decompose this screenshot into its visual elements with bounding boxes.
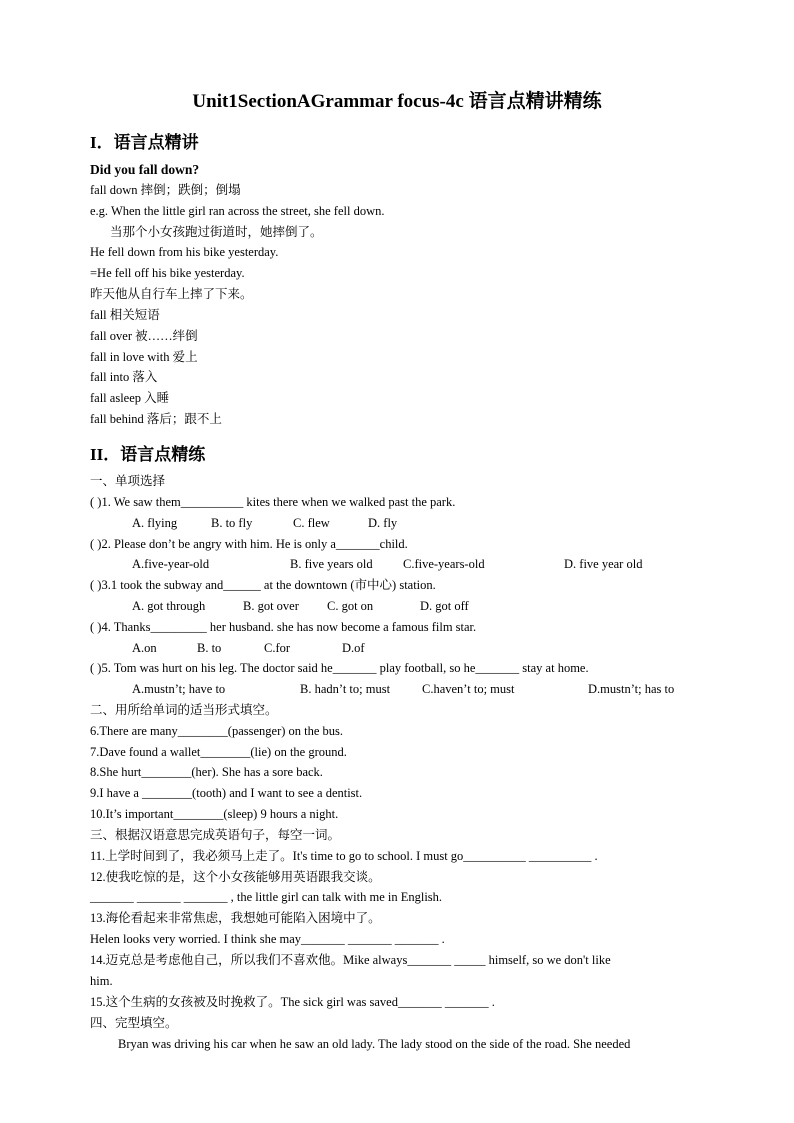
option: D. five year old bbox=[564, 557, 643, 571]
option: B. to fly bbox=[211, 516, 253, 530]
translate-question: _______ _______ _______ , the little girl can talk with me in English. bbox=[90, 890, 443, 904]
question-3: ( )3.1 took the subway and______ at the downtown (市中心) station. bbox=[90, 578, 436, 592]
question-1: ( )1. We saw them__________ kites there when we walked past the park. bbox=[90, 495, 456, 509]
fill-question: 9.I have a ________(tooth) and I want to see a dentist. bbox=[90, 786, 363, 800]
translate-question: 12.使我吃惊的是，这个小女孩能够用英语跟我交谈。 bbox=[90, 870, 381, 884]
question-2: ( )2. Please don’t be angry with him. He is only a_______child. bbox=[90, 537, 408, 551]
cloze-text: Bryan was driving his car when he saw an old lady. The lady stood on the side of the road. She needed bbox=[118, 1037, 631, 1051]
text-line: =He fell off his bike yesterday. bbox=[90, 266, 245, 280]
translate-question: him. bbox=[90, 974, 113, 988]
part-title: 三、根据汉语意思完成英语句子，每空一词。 bbox=[90, 828, 341, 842]
example-question: Did you fall down? bbox=[90, 162, 200, 177]
option: D.of bbox=[342, 641, 365, 655]
section-heading-2: II．语言点精练 bbox=[90, 445, 206, 464]
option: A.on bbox=[132, 641, 157, 655]
option: B. got over bbox=[243, 599, 299, 613]
translate-question: 13.海伦看起来非常焦虑，我想她可能陷入困境中了。 bbox=[90, 911, 381, 925]
option: B. to bbox=[197, 641, 222, 655]
option: C. got on bbox=[327, 599, 374, 613]
option: C.for bbox=[264, 641, 291, 655]
option: A.mustn’t; have to bbox=[132, 682, 226, 696]
question-4: ( )4. Thanks_________ her husband. she has now become a famous film star. bbox=[90, 620, 477, 634]
text-line: 昨天他从自行车上摔了下来。 bbox=[90, 287, 253, 301]
option: A.five-year-old bbox=[132, 557, 210, 571]
option: D. fly bbox=[368, 516, 398, 530]
fill-question: 7.Dave found a wallet________(lie) on the ground. bbox=[90, 745, 347, 759]
part-title: 二、用所给单词的适当形式填空。 bbox=[90, 703, 278, 717]
option: A. flying bbox=[132, 516, 178, 530]
option: C.five-years-old bbox=[403, 557, 485, 571]
section-heading-1: I．语言点精讲 bbox=[90, 133, 199, 152]
option: D. got off bbox=[420, 599, 469, 613]
text-line: 当那个小女孩跑过街道时，她摔倒了。 bbox=[110, 225, 323, 239]
part-title: 一、单项选择 bbox=[90, 474, 166, 488]
text-line: fall 相关短语 bbox=[90, 308, 160, 322]
text-line: He fell down from his bike yesterday. bbox=[90, 245, 279, 259]
fill-question: 8.She hurt________(her). She has a sore back. bbox=[90, 765, 323, 779]
question-5: ( )5. Tom was hurt on his leg. The doctor said he_______ play football, so he_______ stay at home. bbox=[90, 661, 589, 675]
option: B. hadn’t to; must bbox=[300, 682, 391, 696]
text-line: e.g. When the little girl ran across the street, she fell down. bbox=[90, 204, 385, 218]
translate-question: Helen looks very worried. I think she may_______ _______ _______ . bbox=[90, 932, 445, 946]
text-line: fall into 落入 bbox=[90, 370, 158, 384]
translate-question: 11.上学时间到了，我必须马上走了。It's time to go to school. I must go__________ __________ . bbox=[90, 849, 598, 863]
fill-question: 6.There are many________(passenger) on the bus. bbox=[90, 724, 344, 738]
text-line: fall down 摔倒；跌倒；倒塌 bbox=[90, 183, 241, 197]
option: C.haven’t to; must bbox=[422, 682, 515, 696]
option: B. five years old bbox=[290, 557, 373, 571]
fill-question: 10.It’s important________(sleep) 9 hours a night. bbox=[90, 807, 339, 821]
option: C. flew bbox=[293, 516, 330, 530]
text-line: fall over 被……绊倒 bbox=[90, 329, 198, 343]
text-line: fall asleep 入睡 bbox=[90, 391, 170, 405]
text-line: fall behind 落后；跟不上 bbox=[90, 412, 222, 426]
document-title: Unit1SectionAGrammar focus-4c 语言点精讲精练 bbox=[192, 91, 602, 112]
translate-question: 15.这个生病的女孩被及时挽救了。The sick girl was saved_______ _______ . bbox=[90, 995, 495, 1009]
option: A. got through bbox=[132, 599, 206, 613]
part-title: 四、完型填空。 bbox=[90, 1016, 178, 1030]
option: D.mustn’t; has to bbox=[588, 682, 675, 696]
text-line: fall in love with 爱上 bbox=[90, 350, 198, 364]
translate-question: 14.迈克总是考虑他自己，所以我们不喜欢他。Mike always_______ _____ himself, so we don't like bbox=[90, 953, 611, 967]
